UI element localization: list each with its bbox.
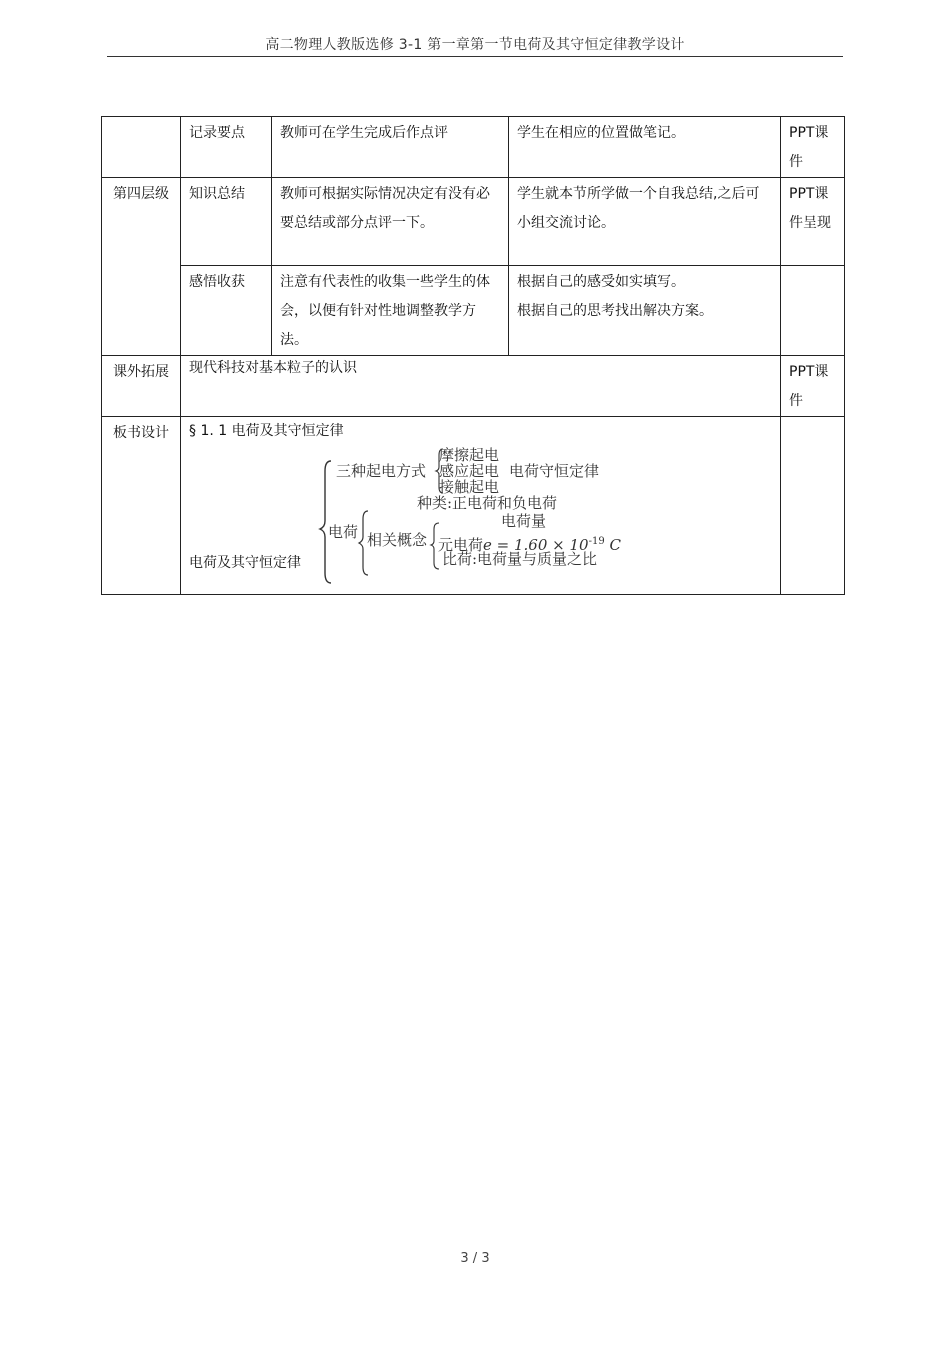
board-method-item: 接触起电	[439, 478, 500, 496]
student-activity-cell: 学生在相应的位置做笔记。	[509, 117, 781, 178]
student-activity-cell: 学生就本节所学做一个自我总结,之后可小组交流讨论。	[509, 178, 781, 266]
board-root-label: 电荷及其守恒定律	[189, 555, 301, 571]
step-cell: 感悟收获	[181, 266, 272, 356]
board-design	[181, 417, 780, 592]
media-cell	[781, 417, 845, 595]
teacher-activity-cell: 教师可在学生完成后作点评	[272, 117, 509, 178]
teacher-activity-cell: 教师可根据实际情况决定有没有必要总结或部分点评一下。	[272, 178, 509, 266]
page-number: 3 / 3	[460, 1251, 490, 1266]
board-method-item: 摩擦起电	[439, 446, 500, 464]
board-conservation-law: 电荷守恒定律	[509, 462, 600, 480]
board-method-item: 感应起电	[439, 462, 500, 480]
table-row	[102, 266, 845, 356]
board-unit: C	[609, 536, 621, 554]
board-methods-label: 三种起电方式	[336, 462, 427, 480]
header-rule	[107, 56, 843, 57]
media-cell: PPT课件	[781, 117, 845, 178]
board-title: § 1. 1 电荷及其守恒定律	[189, 423, 344, 439]
table-row	[102, 417, 845, 595]
board-charge-quantity: 电荷量	[501, 512, 547, 530]
media-cell: PPT课件	[781, 356, 845, 417]
teacher-activity-cell: 注意有代表性的收集一些学生的体会，以便有针对性地调整教学方法。	[272, 266, 509, 356]
table-row	[102, 356, 845, 417]
stage-cell: 第四层级	[102, 178, 181, 356]
media-cell	[781, 266, 845, 356]
stage-cell: 板书设计	[102, 417, 181, 595]
student-activity-line: 根据自己的感受如实填写。	[517, 274, 685, 290]
student-activity-line: 根据自己的思考找出解决方案。	[517, 303, 713, 319]
lesson-plan-table	[101, 116, 845, 595]
student-activity-cell	[509, 266, 781, 356]
step-cell: 记录要点	[181, 117, 272, 178]
board-elementary-label: 元电荷	[438, 536, 484, 554]
media-cell: PPT课件呈现	[781, 178, 845, 266]
page-header: 高二物理人教版选修 3-1 第一章第一节电荷及其守恒定律教学设计	[265, 37, 685, 53]
board-specific-charge: 比荷:电荷量与质量之比	[442, 550, 598, 568]
step-cell: 知识总结	[181, 178, 272, 266]
board-design-cell	[181, 417, 781, 595]
stage-cell	[102, 117, 181, 178]
stage-cell: 课外拓展	[102, 356, 181, 417]
board-exponent: -19	[588, 536, 605, 547]
table-row	[102, 117, 845, 178]
extension-content-cell: 现代科技对基本粒子的认识	[181, 356, 781, 417]
board-elementary-value: e = 1.60 × 10	[483, 536, 589, 554]
table-row	[102, 178, 845, 266]
board-charge-kinds: 种类:正电荷和负电荷	[417, 494, 558, 512]
board-concepts-label: 相关概念	[367, 531, 428, 549]
board-charge-label: 电荷	[328, 523, 359, 541]
